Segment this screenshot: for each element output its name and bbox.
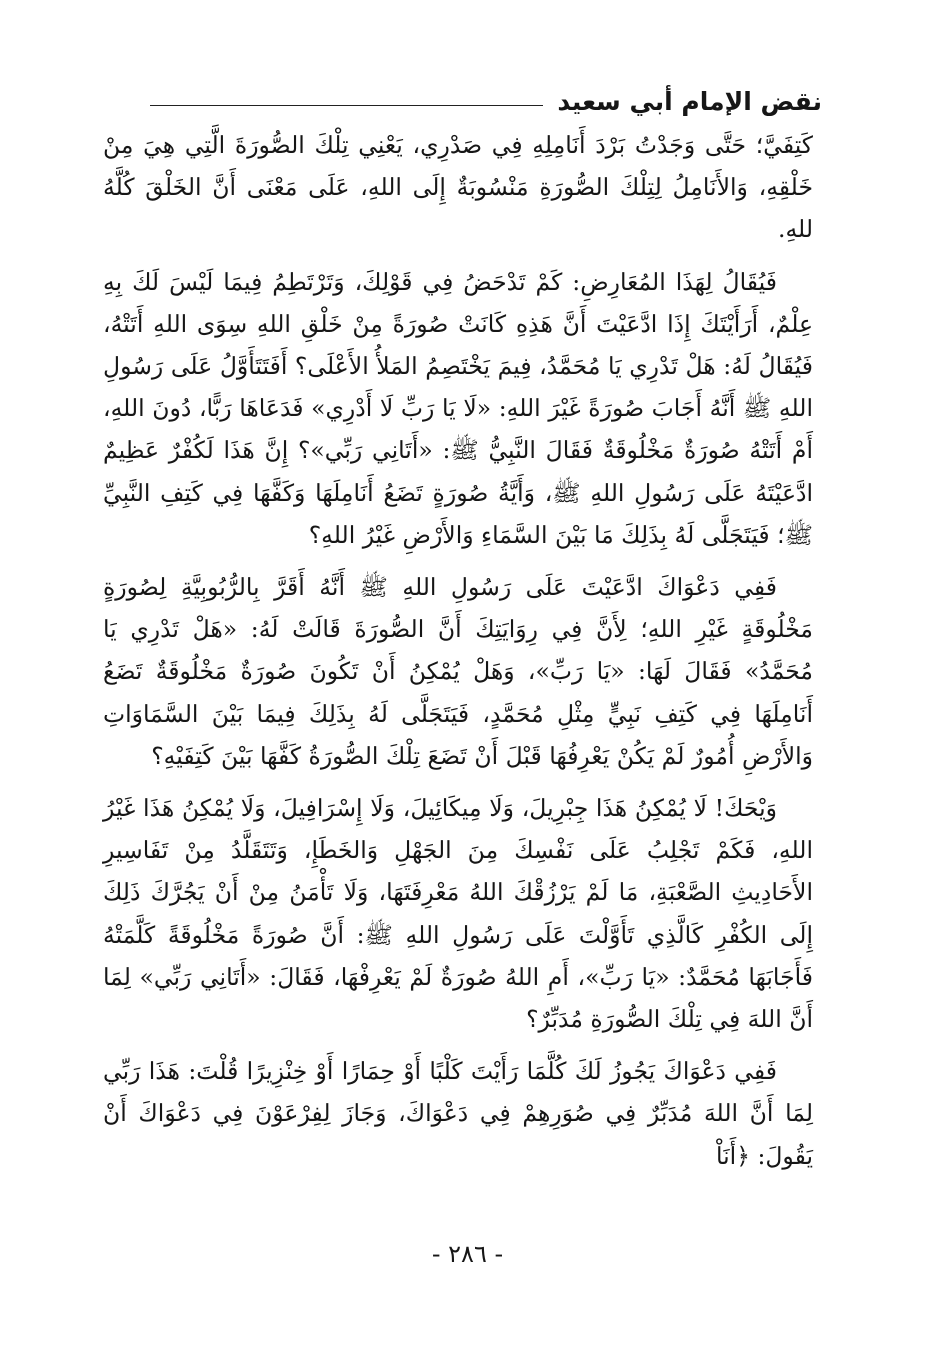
paragraph-3: فَفِي دَعْوَاكَ ادَّعَيْتَ عَلَى رَسُولِ اللهِ ﷺ أَنَّهُ أَقَرَّ بِالرُّبُوبِيَّةِ لِصُورَةٍ مَخْلُوقَةٍ غَيْرِ اللهِ؛ لِأَنَّ فِي رِوَايَتِكَ أَنَّ الصُّورَةَ قَالَتْ لَهُ: «هَلْ تَدْرِي يَا مُحَمَّدُ» فَقَالَ لَهَا: «يَا رَبِّ»، وَهَلْ يُمْكِنُ أَنْ تَكُونَ صُورَةٌ مَخْلُوقَةٌ تَضَعُ أَنَامِلَهَا فِي كَتِفِ نَبِيٍّ مِثْلِ مُحَمَّدٍ، فَيَتَجَلَّى لَهُ بِذَلِكَ فِيمَا بَيْنَ السَّمَاوَاتِ وَالأَرْضِ أُمُورٌ لَمْ يَكُنْ يَعْرِفُهَا قَبْلَ أَنْ تَضَعَ تِلْكَ الصُّورَةُ كَفَّهَا بَيْنَ كَتِفَيْهِ؟	[103, 573, 813, 770]
running-header	[150, 74, 822, 114]
paragraph-1: كَتِفَيَّ؛ حَتَّى وَجَدْتُ بَرْدَ أَنَامِلِهِ فِي صَدْرِي، يَعْنِي تِلْكَ الصُّورَةَ الَّتِي هِيَ مِنْ خَلْقِهِ، وَالأَنَامِلُ لِتِلْكَ الصُّورَةِ مَنْسُوبَةٌ إِلَى اللهِ، عَلَى مَعْنَى أَنَّ الخَلْقَ كُلَّهُ للهِ.	[103, 131, 813, 244]
page-number: - ٢٨٦ -	[431, 1240, 504, 1268]
paragraph-4: وَيْحَكَ! لَا يُمْكِنُ هَذَا جِبْرِيلَ، وَلَا مِيكَائِيلَ، وَلَا إِسْرَافِيلَ، وَلَا يُمْكِنُ هَذَا غَيْرُ اللهِ، فَكَمْ تَجْلِبُ عَلَى نَفْسِكَ مِنَ الجَهْلِ وَالخَطَإِ، وَتَتَقَلَّدُ مِنْ تَفَاسِيرِ الأَحَادِيثِ الصَّعْبَةِ، مَا لَمْ يَرْزُقْكَ اللهُ مَعْرِفَتَهَا، وَلَا تَأْمَنُ مِنْ أَنْ يَجُرَّكَ ذَلِكَ إِلَى الكُفْرِ كَالَّذِي تَأَوَّلْتَ عَلَى رَسُولِ اللهِ ﷺ: أَنَّ صُورَةً مَخْلُوقَةً كَلَّمَتْهُ فَأَجَابَهَا مُحَمَّدٌ: «يَا رَبِّ»، أَمِ اللهُ صُورَةٌ لَمْ يَعْرِفْهَا، فَقَالَ: «أَتَانِي رَبِّي» لِمَا أَنَّ اللهَ فِي تِلْكَ الصُّورَةِ مُدَبِّرٌ؟	[103, 794, 813, 1034]
body-text	[103, 124, 813, 1177]
paragraph-2: فَيُقَالُ لِهَذَا المُعَارِضِ: كَمْ تَدْحَضُ فِي قَوْلِكَ، وَتَرْتَطِمُ فِيمَا لَيْسَ لَكَ بِهِ عِلْمٌ، أَرَأَيْتَكَ إِذَا ادَّعَيْتَ أَنَّ هَذِهِ كَانَتْ صُورَةً مِنْ خَلْقِ اللهِ سِوَى اللهِ أَتَتْهُ، فَيُقَالُ لَهُ: هَلْ تَدْرِي يَا مُحَمَّدُ، فِيمَ يَخْتَصِمُ المَلأُ الأَعْلَى؟ أَفَتَتَأَوَّلُ عَلَى رَسُولِ اللهِ ﷺ أَنَّهُ أَجَابَ صُورَةً غَيْرَ اللهِ: «لَا يَا رَبِّ لَا أَدْرِي» فَدَعَاهَا رَبًّا، دُونَ اللهِ، أَمْ أَتَتْهُ صُورَةٌ مَخْلُوقَةٌ فَقَالَ النَّبِيُّ ﷺ: «أَتَانِي رَبِّي»؟ إِنَّ هَذَا لَكُفْرٌ عَظِيمٌ ادَّعَيْتَهُ عَلَى رَسُولِ اللهِ ﷺ، وَأَيَّةُ صُورَةٍ تَضَعُ أَنَامِلَهَا وَكَفَّهَا فِي كَتِفِ النَّبِيِّ ﷺ؛ فَيَتَجَلَّى لَهُ بِذَلِكَ مَا بَيْنَ السَّمَاءِ وَالأَرْضِ غَيْرُ اللهِ؟	[103, 267, 813, 549]
paragraph-5: فَفِي دَعْوَاكَ يَجُوزُ لَكَ كُلَّمَا رَأَيْتَ كَلْبًا أَوْ حِمَارًا أَوْ خِنْزِيرًا قُلْتَ: هَذَا رَبِّي لِمَا أَنَّ اللهَ مُدَبِّرٌ فِي صُوَرِهِمْ فِي دَعْوَاكَ، وَجَازَ لِفِرْعَوْنَ فِي دَعْوَاكَ أَنْ يَقُولَ: ﴿أَنَاْ	[103, 1057, 813, 1170]
running-title: نقض الإمام أبي سعيد	[557, 87, 822, 116]
header-rule	[150, 105, 543, 106]
